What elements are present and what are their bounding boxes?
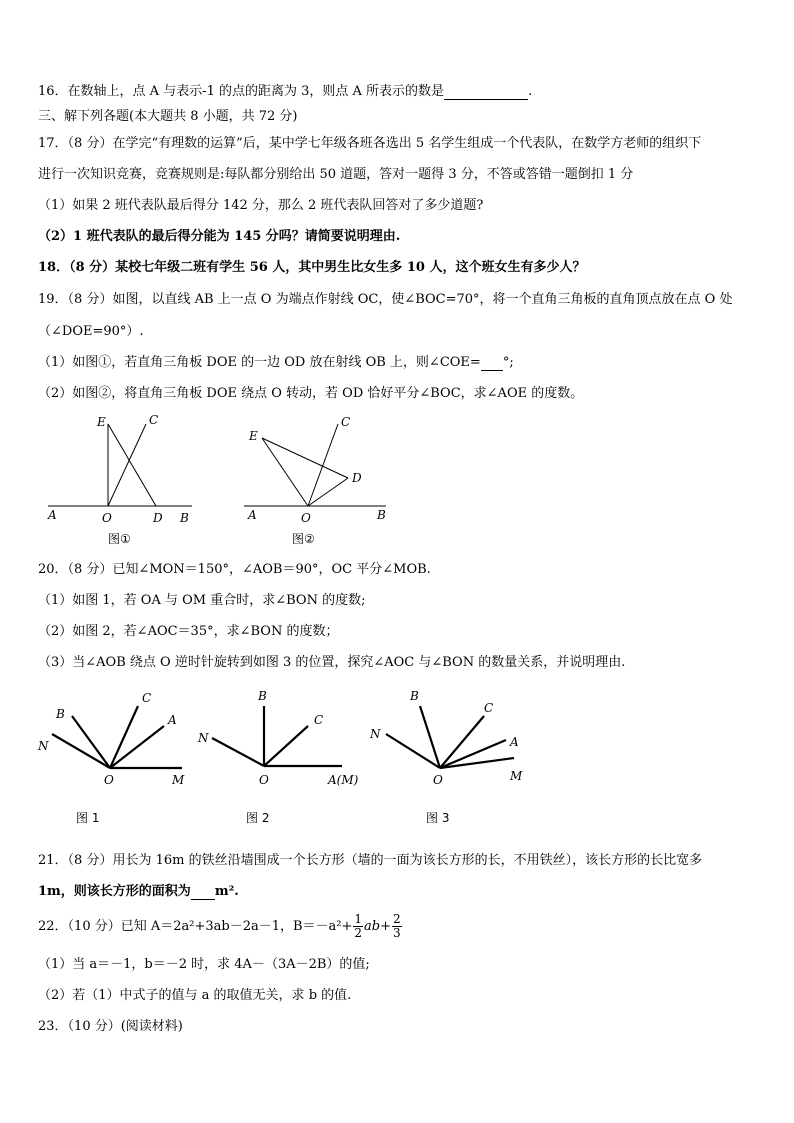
q16-text: 16．在数轴上，点 A 与表示-1 的点的距离为 3，则点 A 所表示的数是 bbox=[38, 84, 445, 99]
fraction-denominator: 3 bbox=[393, 926, 401, 940]
label-B: B bbox=[258, 689, 267, 703]
q17-line2: 进行一次知识竞赛，竞赛规则是:每队都分别给出 50 道题，答对一题得 3 分，不答或答错一题倒扣 1 分 bbox=[38, 167, 634, 182]
q19-answer-blank[interactable] bbox=[481, 370, 503, 371]
q19-figure-2 bbox=[240, 410, 400, 550]
fraction-one-half bbox=[353, 913, 363, 940]
q16-answer-blank[interactable] bbox=[444, 99, 528, 100]
q19-part1-end: °; bbox=[502, 355, 514, 370]
figure-caption: 图 2 bbox=[246, 811, 270, 825]
q19-part2: （2）如图②，将直角三角板 DOE 绕点 O 转动，若 OD 恰好平分∠BOC，求∠AOE 的度数。 bbox=[38, 386, 584, 401]
label-B: B bbox=[410, 689, 419, 703]
q20-part2: （2）如图 2，若∠AOC＝35°，求∠BON 的度数； bbox=[38, 624, 339, 639]
figure-caption: 图 1 bbox=[76, 811, 100, 825]
label-A: A bbox=[510, 735, 519, 749]
label-N: N bbox=[38, 739, 49, 753]
q20-line1 bbox=[38, 562, 431, 578]
label-N: N bbox=[198, 731, 209, 745]
q21-answer-blank[interactable] bbox=[191, 899, 215, 900]
q17-line1: 17．（8 分）在学完“有理数的运算”后，某中学七年级各班各选出 5 名学生组成一个代表队，在数学方老师的组织下 bbox=[38, 136, 702, 151]
q18: 18．（8 分）某校七年级二班有学生 56 人，其中男生比女生多 10 人，这个班女生有多少人？ bbox=[38, 260, 586, 275]
label-A-M: A(M) bbox=[328, 773, 359, 787]
label-B: B bbox=[56, 707, 65, 721]
q22-part1: （1）当 a＝－1，b＝－2 时，求 4A－（3A－2B）的值; bbox=[38, 957, 370, 972]
q22-plus: + bbox=[380, 919, 392, 934]
label-A: A bbox=[168, 713, 177, 727]
figure-caption: 图② bbox=[292, 532, 315, 546]
q20-part1: （1）如图 1，若 OA 与 OM 重合时，求∠BON 的度数; bbox=[38, 593, 366, 608]
q20-figure-2 bbox=[196, 688, 376, 828]
label-O: O bbox=[259, 773, 269, 787]
label-O: O bbox=[102, 511, 112, 525]
q22-expr-a: 22．（10 分）已知 A＝2a²+3ab－2a－1，B＝－a²+ bbox=[38, 919, 353, 934]
q21-line1: 21．（8 分）用长为 16m 的铁丝沿墙围成一个长方形（墙的一面为该长方形的长，不用铁丝），该长方形的长比宽多 bbox=[38, 853, 703, 868]
q22-line1 bbox=[38, 912, 403, 942]
label-O: O bbox=[433, 773, 443, 787]
q20-part3: （3）当∠AOB 绕点 O 逆时针旋转到如图 3 的位置，探究∠AOC 与∠BON 的数量关系，并说明理由. bbox=[38, 655, 626, 670]
label-O: O bbox=[104, 773, 114, 787]
label-B: B bbox=[377, 508, 386, 522]
q21-line2 bbox=[38, 884, 239, 900]
q19-figure-1 bbox=[40, 410, 200, 550]
fraction-numerator: 1 bbox=[354, 912, 363, 926]
fraction-numerator: 2 bbox=[393, 912, 401, 926]
label-M: M bbox=[510, 769, 523, 783]
label-A: A bbox=[248, 508, 257, 522]
q19-part1 bbox=[38, 355, 514, 371]
q17-part2: （2）1 班代表队的最后得分能为 145 分吗？请简要说明理由. bbox=[38, 229, 401, 244]
label-B: B bbox=[180, 511, 189, 525]
label-A: A bbox=[48, 508, 57, 522]
q23: 23．（10 分）(阅读材料) bbox=[38, 1019, 183, 1034]
q20-figure-1 bbox=[36, 688, 196, 828]
label-M: M bbox=[172, 773, 185, 787]
section3-heading: 三、解下列各题(本大题共 8 小题，共 72 分) bbox=[38, 109, 298, 124]
q19-line2: （∠DOE=90°）. bbox=[38, 324, 144, 339]
label-D: D bbox=[153, 511, 163, 525]
q19-line1: 19．（8 分）如图，以直线 AB 上一点 O 为端点作射线 OC，使∠BOC=70°，将一个直角三角板的直角顶点放在点 O 处 bbox=[38, 292, 733, 307]
q20-figure-3 bbox=[368, 688, 538, 828]
label-C: C bbox=[314, 713, 324, 727]
label-D: D bbox=[352, 471, 362, 485]
label-O: O bbox=[301, 511, 311, 525]
q20-line1-text: 20．（8 分）已知∠MON＝150°，∠AOB＝90°，OC 平分∠MOB. bbox=[38, 562, 431, 577]
fraction-two-thirds bbox=[392, 913, 402, 940]
label-E: E bbox=[249, 429, 258, 443]
q17-part1: （1）如果 2 班代表队最后得分 142 分，那么 2 班代表队回答对了多少道题? bbox=[38, 198, 484, 213]
label-E: E bbox=[97, 415, 106, 429]
label-N: N bbox=[370, 727, 381, 741]
label-C: C bbox=[341, 415, 351, 429]
q22-part2: （2）若（1）中式子的值与 a 的取值无关，求 b 的值. bbox=[38, 988, 352, 1003]
label-C: C bbox=[142, 691, 152, 705]
label-C: C bbox=[149, 413, 159, 427]
q16 bbox=[38, 84, 532, 100]
q21-line2-text: 1m，则该长方形的面积为 bbox=[38, 884, 191, 899]
q21-line2-end: m². bbox=[214, 884, 239, 899]
fraction-denominator: 2 bbox=[354, 926, 363, 940]
label-C: C bbox=[484, 701, 494, 715]
q22-ab: ab bbox=[364, 919, 381, 934]
q19-part1-text: （1）如图①，若直角三角板 DOE 的一边 OD 放在射线 OB 上，则∠COE= bbox=[38, 355, 481, 370]
figure-caption: 图① bbox=[108, 532, 131, 546]
figure-caption: 图 3 bbox=[426, 811, 450, 825]
q16-end: . bbox=[528, 84, 533, 99]
